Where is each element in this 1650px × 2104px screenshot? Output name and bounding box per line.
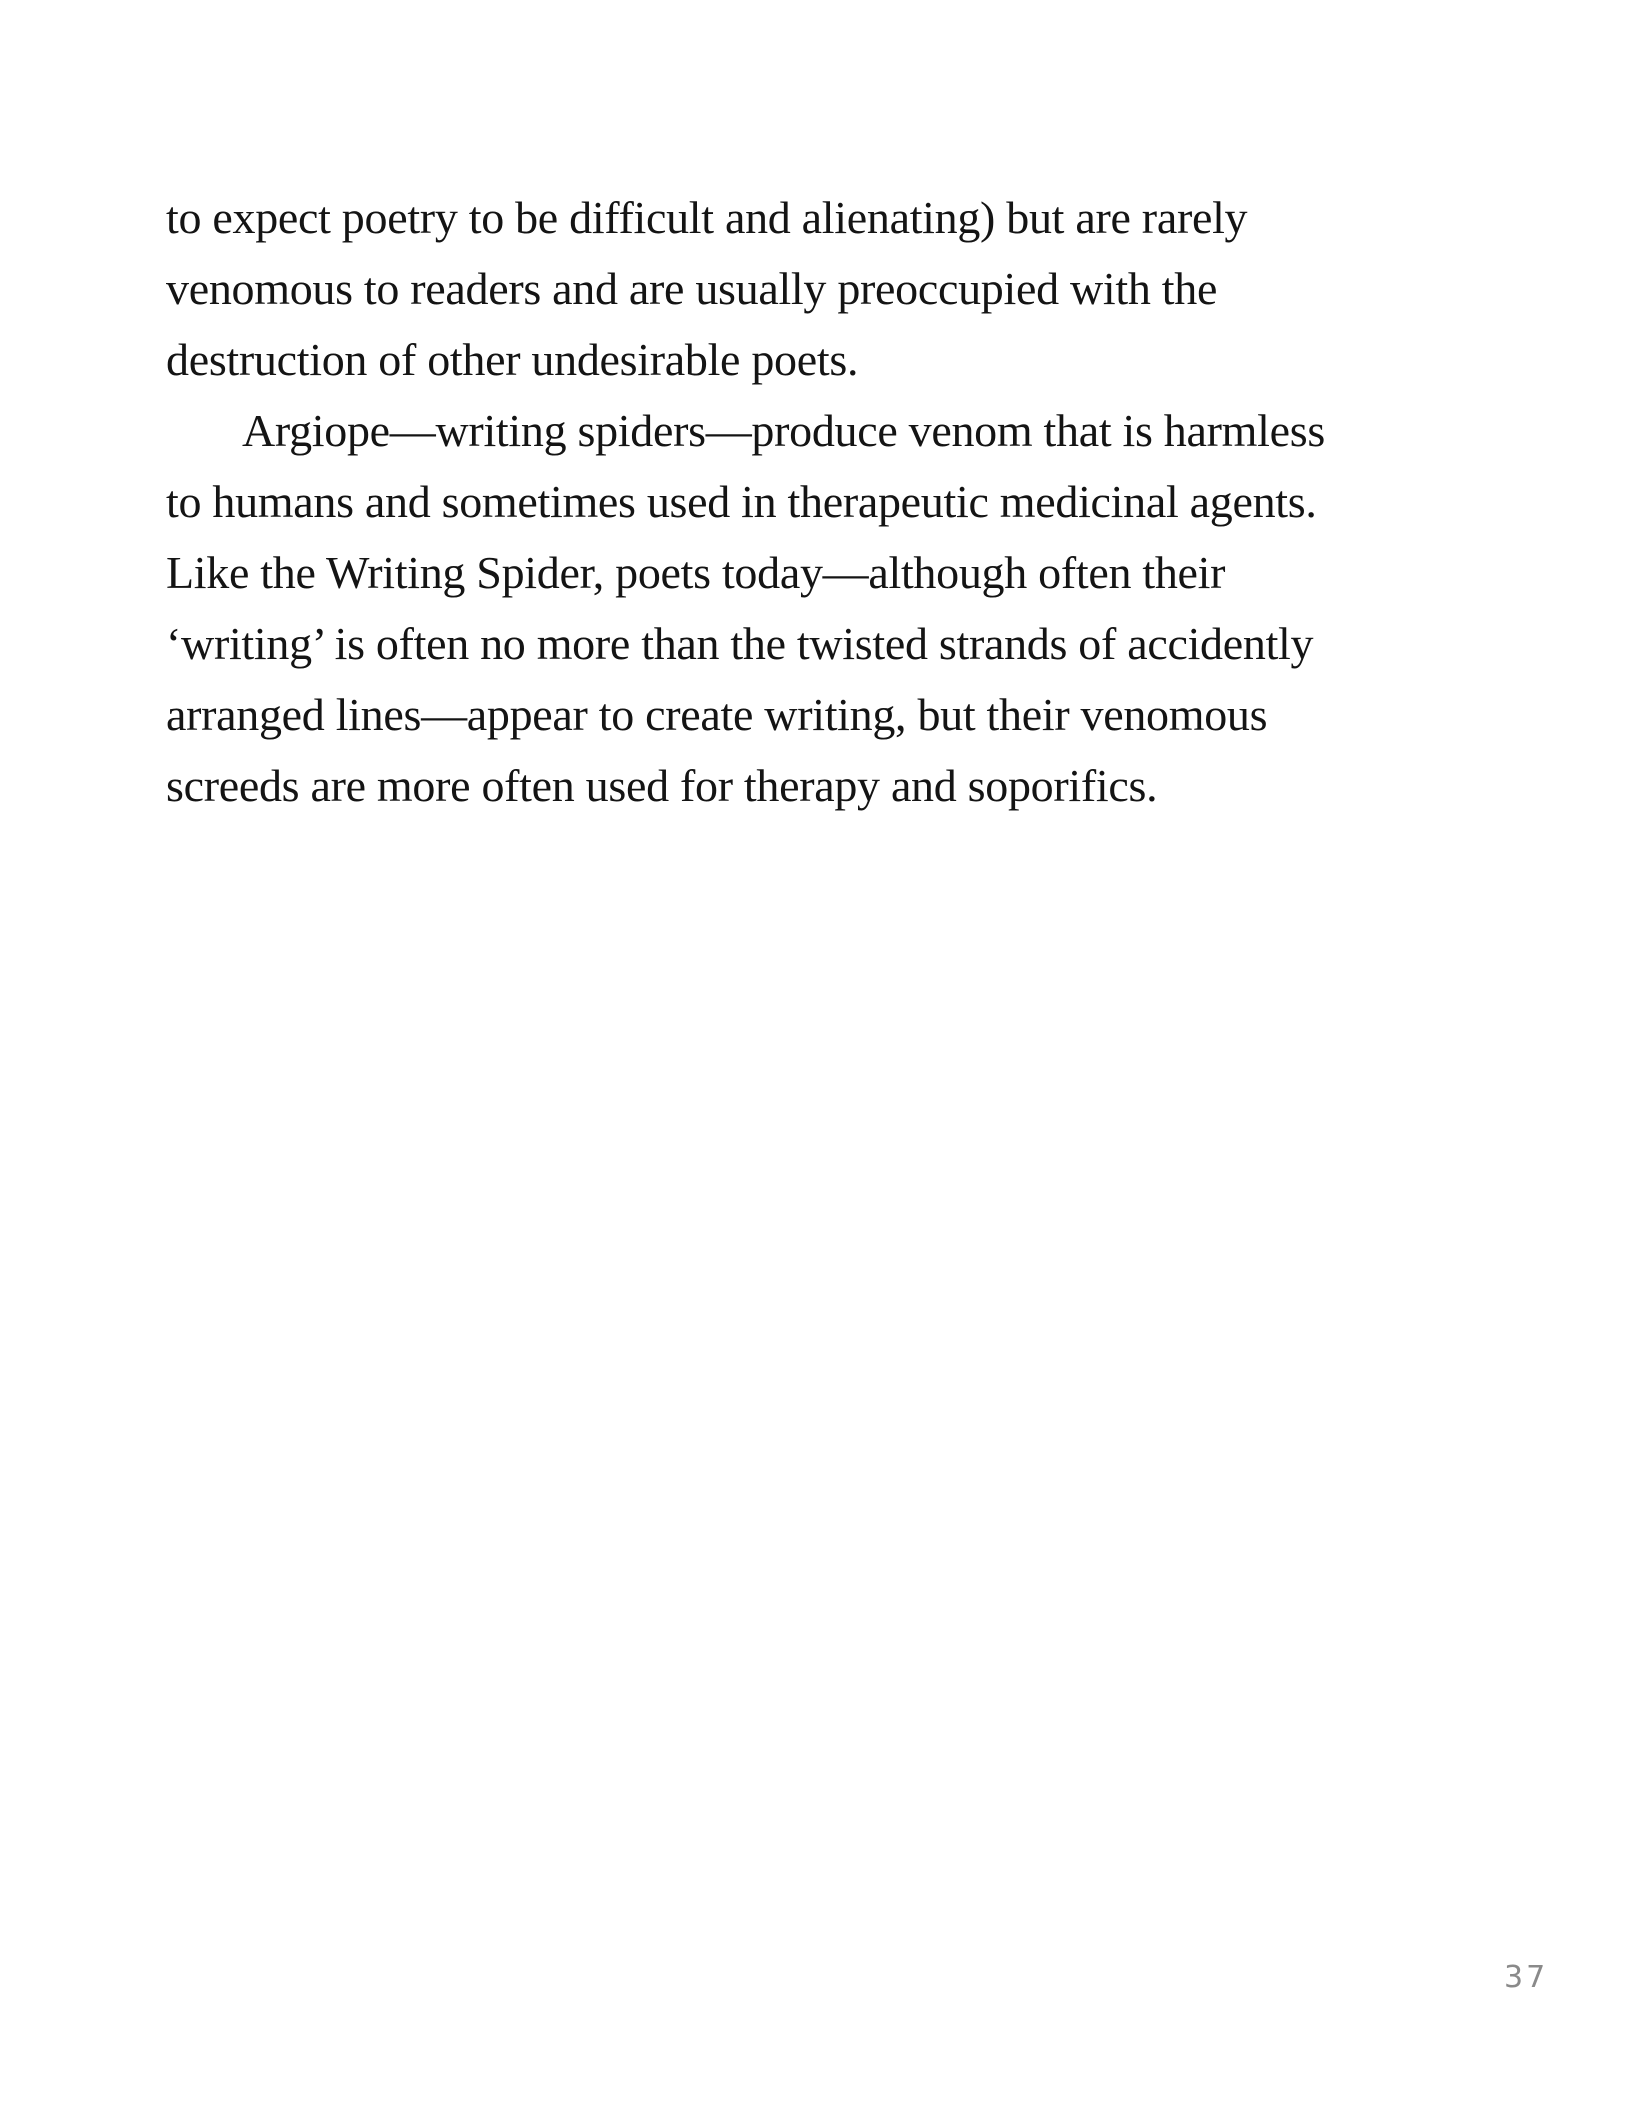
paragraph-2 bbox=[166, 395, 1566, 821]
page-number: 37 bbox=[1504, 1960, 1549, 1995]
text-line: Like the Writing Spider, poets today—although often their bbox=[166, 547, 1226, 598]
text-line: Argiope—writing spiders—produce venom that is harmless bbox=[242, 405, 1325, 456]
text-line: screeds are more often used for therapy and soporifics. bbox=[166, 760, 1158, 811]
text-line: venomous to readers and are usually preoccupied with the bbox=[166, 263, 1218, 314]
text-line: to expect poetry to be difficult and alienating) but are rarely bbox=[166, 192, 1248, 243]
text-line: to humans and sometimes used in therapeutic medicinal agents. bbox=[166, 476, 1317, 527]
text-line: ‘writing’ is often no more than the twisted strands of accidently bbox=[166, 618, 1314, 669]
text-line: destruction of other undesirable poets. bbox=[166, 334, 859, 385]
body-text bbox=[166, 182, 1566, 821]
paragraph-1 bbox=[166, 182, 1566, 395]
text-line: arranged lines—appear to create writing, but their venomous bbox=[166, 689, 1268, 740]
